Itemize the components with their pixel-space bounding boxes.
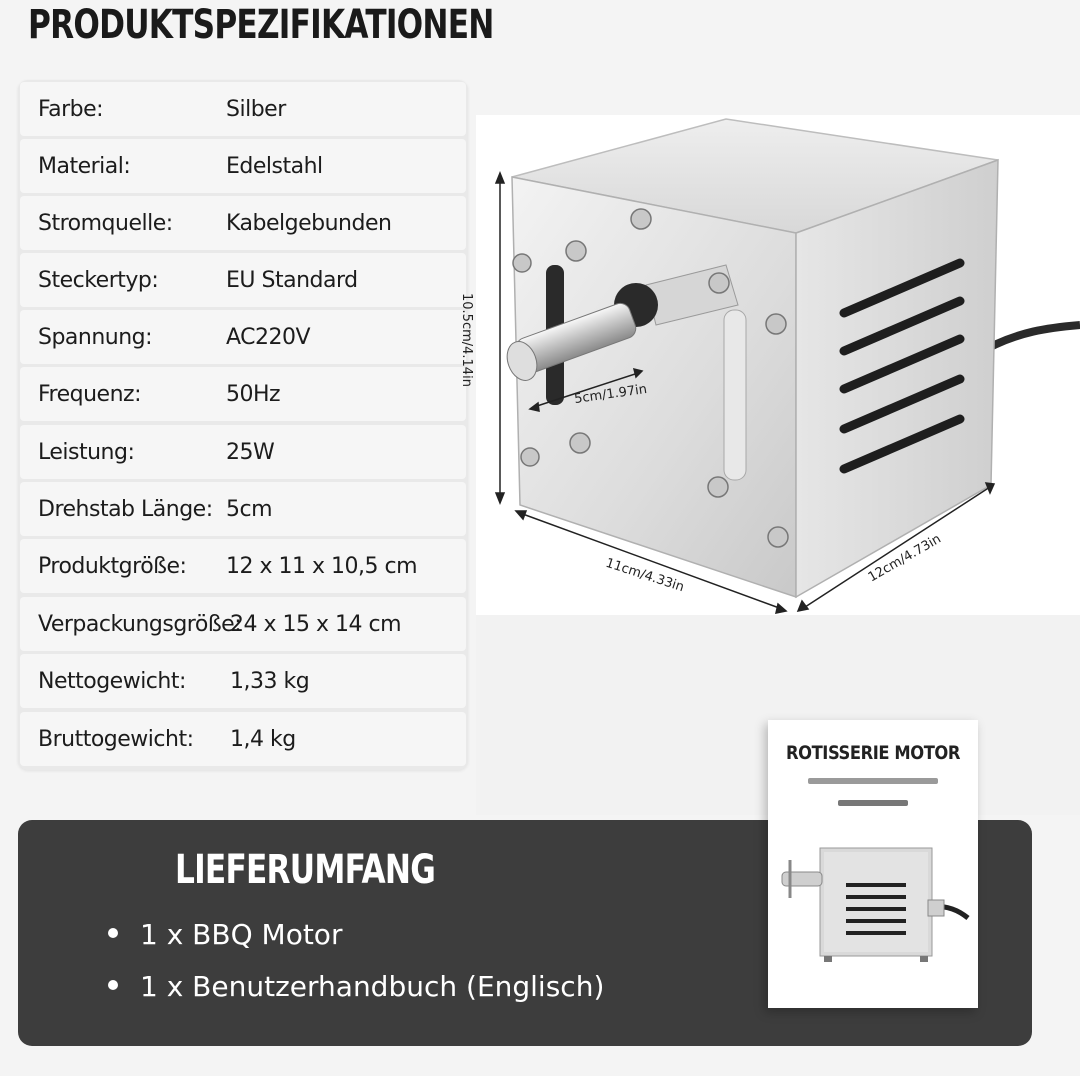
- spec-row: [20, 82, 466, 136]
- spec-label: Frequenz:: [38, 381, 141, 407]
- spec-row: [20, 367, 466, 421]
- dimension-shaft: 5cm/1.97in: [573, 381, 648, 408]
- manual-title: ROTISSERIE MOTOR: [785, 742, 961, 764]
- spec-row: [20, 196, 466, 250]
- spec-label: Steckertyp:: [38, 267, 159, 293]
- spec-value: 25W: [226, 439, 275, 465]
- delivery-item: [108, 967, 604, 1007]
- spec-table: [18, 80, 468, 770]
- spec-value: 12 x 11 x 10,5 cm: [226, 553, 418, 579]
- spec-value: 24 x 15 x 14 cm: [230, 611, 402, 637]
- spec-label: Leistung:: [38, 439, 135, 465]
- delivery-item-text: 1 x Benutzerhandbuch (Englisch): [140, 970, 605, 1003]
- delivery-item-text: 1 x BBQ Motor: [140, 918, 343, 951]
- spec-value: EU Standard: [226, 267, 358, 293]
- spec-value: Edelstahl: [226, 153, 323, 179]
- spec-label: Drehstab Länge:: [38, 496, 213, 522]
- delivery-item: [108, 915, 342, 955]
- spec-row: [20, 139, 466, 193]
- delivery-title: LIEFERUMFANG: [175, 847, 436, 893]
- spec-row: [20, 654, 466, 708]
- spec-label: Nettogewicht:: [38, 668, 186, 694]
- bullet-icon: [108, 980, 118, 990]
- spec-row: [20, 712, 466, 766]
- spec-value: Silber: [226, 96, 286, 122]
- dimension-width: 11cm/4.33in: [603, 555, 686, 596]
- dimension-height: 10.5cm/4.14in: [459, 293, 474, 387]
- spec-row: [20, 310, 466, 364]
- spec-row: [20, 539, 466, 593]
- spec-label: Produktgröße:: [38, 553, 187, 579]
- spec-label: Material:: [38, 153, 131, 179]
- spec-label: Verpackungsgröße:: [38, 611, 242, 637]
- spec-label: Spannung:: [38, 324, 153, 350]
- spec-value: 5cm: [226, 496, 273, 522]
- spec-row: [20, 253, 466, 307]
- spec-label: Bruttogewicht:: [38, 726, 194, 752]
- rotisserie-motor-illustration: [476, 115, 1080, 615]
- spec-value: Kabelgebunden: [226, 210, 392, 236]
- spec-value: 1,33 kg: [230, 668, 310, 694]
- manual-motor-illustration: [768, 720, 978, 1008]
- spec-label: Farbe:: [38, 96, 104, 122]
- spec-row: [20, 482, 466, 536]
- spec-value: AC220V: [226, 324, 311, 350]
- dimension-depth: 12cm/4.73in: [865, 531, 944, 586]
- bullet-icon: [108, 928, 118, 938]
- spec-value: 50Hz: [226, 381, 281, 407]
- spec-label: Stromquelle:: [38, 210, 173, 236]
- spec-row: [20, 597, 466, 651]
- product-photo: [459, 115, 1080, 615]
- page-title: PRODUKTSPEZIFIKATIONEN: [28, 2, 494, 48]
- user-manual-image: [768, 720, 978, 1008]
- spec-row: [20, 425, 466, 479]
- spec-value: 1,4 kg: [230, 726, 296, 752]
